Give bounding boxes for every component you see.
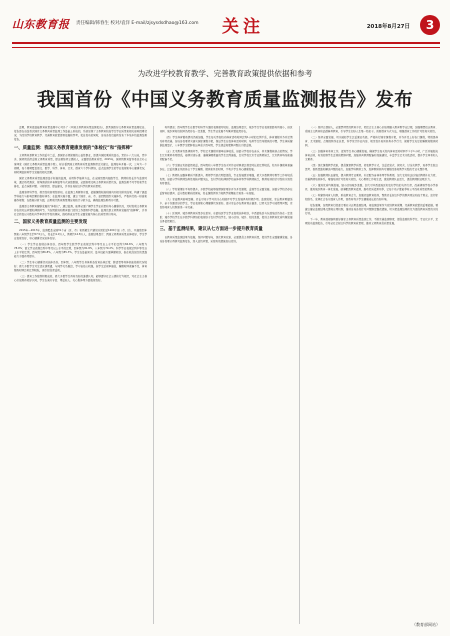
- article-column-3: [305, 126, 438, 624]
- article-headline: 我国首份《中国义务教育质量监测报告》发布: [36, 90, 413, 111]
- body-paragraph: （四）学生体育锻炼情况仍需加强。学生每天参加校内体育活动时间达到1小时的比例不高，体育课程开齐开足情况有待改善。各地各校要切实落实国家课程方案，保证学生在校体育活动时间，培养学生终身锻炼的习惯。学生体质健康监测显示，八年级学生肥胖检出率高于四年级，学生超重和肥胖问题应引起重视。: [159, 135, 293, 148]
- body-paragraph: 有所提高；四年级学生在数学和科学方面的表现相对较好。监测结果显示，城乡学生学业表现差距有所缩小，但区域间、城乡间和校际间仍然存在一定差距，学生学业发展不均衡问题依然存在。: [159, 126, 293, 134]
- body-paragraph: （二）坚持全面发展，切实减轻学生过重课业负担。严格执行国家课程方案，开齐开足上好各门课程，特别是体育、艺术课程。合理控制作业总量，科学设计作业内容，规范校外培训机构办学行为，保障学生充足的睡眠和锻炼时间。: [305, 135, 438, 148]
- body-paragraph: 近期，教育部基础教育质量监测中心对外了《中国义务教育质量监测报告》，是我国首份义务教育质量监测报告。报告是在总结首次国家义务教育质量监测工作基础上形成的，系统呈现了义务教育阶段学生学业质量和相关影响因素状况，为改进学校教育教学、完善教育政策提供依据和参考。报告发布的同时，各地各校也陆续发布了本地本校监测结果报告。: [14, 126, 147, 142]
- section-subhead: 二、国家义务教育质量监测的主要发现: [14, 220, 88, 226]
- section-subhead: 三、基于监测结果，建议从七方面进一步提升教育质量: [159, 227, 263, 233]
- body-paragraph: （六）学生课业负担依然较重。四年级和八年级学生每天写作业时间超过规定时长的比例较高，校外补课现象普遍存在。过重的课业负担挤占了学生睡眠、锻炼和休息时间，不利于学生身心健康发展。: [159, 164, 293, 172]
- body-paragraph: （五）艺术教育仍是薄弱环节。学校艺术课程开课率总体较高，但部分学校存在音乐、美术课程被挤占的情况。学生艺术素养有待提高，能够识读乐谱、准确演唱歌曲的学生比例偏低，农村学校艺术专业教师缺乏，艺术教育场地和器材配备不足。: [159, 149, 293, 162]
- body-paragraph: 下一步，教育部将继续做好国家义务教育质量监测工作，不断完善监测制度，提高监测的科学化、专业化水平，定期发布监测报告，引导全社会树立科学的教育质量观，推动义务教育高质量发展。: [305, 217, 438, 225]
- body-paragraph: 义务教育是教育工作的重中之重，是国家必须保障的公益性事业，是提升国民素质的基石。党的十八大以来，党中央、国务院高度重视义务教育质量，提出要坚持立德树人，全面提高教育质量。2015年，国务院教育督导委员会办公室印发《国家义务教育质量监测方案》，标志着我国义务教育质量监测制度正式建立。监测每年开展一次，三年为一个周期，每个周期覆盖语文、数学、科学、体育、艺术、德育六个学科领域，重点监测学生的学业表现和身心健康状况，同时调查影响学生发展的相关因素。: [14, 154, 147, 174]
- body-paragraph: 以教育质量监测结果为依据，坚持问题导向，深化教育改革，全面提高义务教育质量，促进学生全面健康发展。各地各校要认真研究监测报告，深入查找问题，采取有效措施加以改进。: [159, 236, 293, 244]
- body-paragraph: （一）坚持立德树人，全面贯彻党的教育方针。把社会主义核心价值观融入教育教学全过程，加强理想信念教育、爱国主义教育和品德修养教育，引导学生扣好人生第一粒扣子。创新德育方式方法，增强德育工作的针对性和实效性。: [305, 126, 438, 134]
- body-paragraph: （四）深化课程教学改革，提高课堂教学质量。转变教学方式，注重启发式、探究式、讨论式教学，培养学生独立思考、创新思维和解决问题的能力。加强学科教研工作，发挥教研机构对课程改革和教学实践的专业支撑作用。: [305, 164, 438, 172]
- header-divider: [12, 47, 440, 48]
- body-paragraph: （三）德育工作取得积极成效。绝大多数学生具有良好的道德认知，能够遵守社会公德和行为规范，对社会主义核心价值观有较好认同。学生在诚实守信、尊重他人、关心集体等方面表现良好。: [14, 275, 147, 283]
- issue-date: 2018年8月27日: [366, 24, 410, 30]
- editor-info: 责任编辑/韩春生 校对/袁洋 E-mail/zjsysdsdhao@163.com: [76, 21, 199, 26]
- body-paragraph: （十）区域间、城乡间教育质量存在差异。东部地区学生学业表现总体较好，中西部地区与东部地区仍存在一定差距；城市学校学生在多数学科领域的表现好于农村学校学生。缩小区域、城乡、校际差距，促进义务教育优质均衡发展任务依然艰巨。: [159, 211, 293, 224]
- section-subhead: 一、质量监测：我国义务教育健康发展的“体检仪”和“指挥棒”: [14, 145, 133, 151]
- body-paragraph: （九）家庭教育影响显著。家长对孩子学习的关心和陪伴对学生发展具有积极作用。监测发现，家长教育期望适中、亲子沟通良好的学生，学业表现和心理健康状况更好。部分家长存在教育观念偏差、过度关注学习成绩等问题，家校协同育人机制需进一步完善。: [159, 197, 293, 210]
- body-paragraph: 国家义务教育质量监测是基于标准的监测，采用科学抽样方法，在全国范围内抽取学生、教师和校长作为监测对象，通过纸笔测试、现场测试和问卷调查等方式获取数据，全面客观反映义务教育质量状况。监测结果不对学校和学生排名，重点诊断问题、分析原因、提出建议，引导各地树立科学的教育质量观。: [14, 176, 147, 188]
- column-divider: [153, 126, 154, 624]
- article-column-2: [160, 126, 293, 624]
- article-body: [14, 126, 438, 624]
- body-paragraph: （二）学生身心健康状况总体良好。四年级、八年级学生身体形态发育总体正常，肺活量等身体机能指标状况较好；绝大多数学生对生活充满希望，与同学关系融洽，学习自信心较强。但学生近视率偏高，睡眠时间普遍不足，体育锻炼时间达标比例较低，需引起高度重视。: [14, 261, 147, 273]
- body-paragraph: （五）加强教师队伍建设，提升教师专业素养。补足配齐音体美等学科教师，加大农村和边远地区教师补充力度。完善教师培训体系，增强培训针对性和实效性。关心教师工作和生活，激发教师队伍活力，提高教师职业吸引力。: [305, 173, 438, 182]
- page-number-badge: 3: [420, 15, 440, 35]
- body-paragraph: （一）学生学业表现总体良好。四年级学生数学学业表现达到中等及以上水平的比例为84.6%，八年级为78.9%；语文学业表现达到中等及以上水平的比例，四年级为81.8%，八年级为79.2%；科学学业表现达到中等及以上水平的比例，四年级为86.8%，八年级为85.3%。学生在基础知识、基本技能方面掌握较好，但在较高层次的思维能力方面有待提升。: [14, 242, 147, 259]
- page-header: [12, 10, 440, 44]
- article-column-1: [14, 126, 147, 624]
- section-title: 关注: [222, 17, 264, 37]
- article-byline: （教育部网站）: [412, 622, 440, 627]
- body-paragraph: （六）推进优质均衡发展，缩小区域城乡差距。加大对中西部地区和农村学校的支持力度，改善薄弱学校办学条件，推进城乡教育一体化发展。统筹配置教育资源，推动优质资源共享，让每个孩子都能享有公平而有质量的教育。: [305, 183, 438, 191]
- body-paragraph: （七）构建协同育人机制，形成教育合力。加强家庭教育指导，帮助家长树立科学的教育观念和成才观念。密切家校联系，发挥社会各方面育人作用，营造有利于学生健康成长的良好环境。: [305, 193, 438, 201]
- body-paragraph: 监测坚持科学性、规范性和客观性原则。在监测工具研制方面，依据课程标准和国内外相关研究成果，构建了涵盖学科能力与影响因素的指标体系；在监测实施方面，建立了国家、省、市、县四级组织实施体系，严格执行统一标准和操作规程；在数据分析方面，运用现代教育测量理论和统计分析方法，确保监测结果真实可靠。: [14, 190, 147, 202]
- body-paragraph: 2015年—2017年，监测覆盖全国31个省（区、市）和新疆生产建设兵团的近1200个县（市、区），共抽取四年级和八年级学生约57.5万人，校长约1.9万人，教师约14.8万人。监测结果显示：我国义务教育质量总体较好，学生学业表现良好，身心健康状况总体良好。: [14, 228, 147, 241]
- article-kicker: 为改进学校教育教学、完善教育政策提供依据和参考: [137, 69, 313, 78]
- body-paragraph: 报告强调，各级教育行政部门要充分运用监测结果，将监测结果作为改进教育管理、完善教育政策的重要依据。要建立健全监测结果反馈和应用机制，推动各地各校针对问题制定整改措施，切实把监测结果转化为提高教育质量的实际行动。: [305, 203, 438, 215]
- body-paragraph: （八）学校管理水平有待提升。多数学校能够按照国家要求开齐开足课程，重视学生全面发展。但部分学校仍存在重智育轻德育、重分数轻素质的倾向，校长课程领导力和教学管理能力需进一步加强。: [159, 188, 293, 196]
- column-divider: [299, 126, 300, 624]
- body-paragraph: （三）加强体育美育工作，促进学生身心健康发展。确保学生每天校内体育活动时间不少于1小时，广泛开展阳光体育运动，有效控制学生近视和肥胖问题。加强美育教师配备和设施建设，丰富学生艺术实践活动，提升学生审美和人文素养。: [305, 149, 438, 162]
- body-paragraph: 监测是义务教育健康发展的“体检仪”。通过监测，能够全面了解学生学业质量和身心健康状况，及时发现义务教育存在的突出问题和薄弱环节，为各级政府和教育部门改进工作提供科学依据。监测也是义务教育发展的“指挥棒”，引导社会转变以分数和升学率评价学校的倾向，推动形成以学生全面发展为核心的质量评价导向。: [14, 204, 147, 217]
- masthead-logo: 山东教育报: [12, 18, 70, 31]
- body-paragraph: （七）教师队伍整体素质不断提升。教师学历层次明显提高，专业发展意识增强，绝大多数教师对教学工作有较高热情。但部分学科教师结构性短缺问题突出，农村学校和薄弱学校音体美等学科教师缺乏，教师培训的针对性和实效性有待提高。: [159, 173, 293, 186]
